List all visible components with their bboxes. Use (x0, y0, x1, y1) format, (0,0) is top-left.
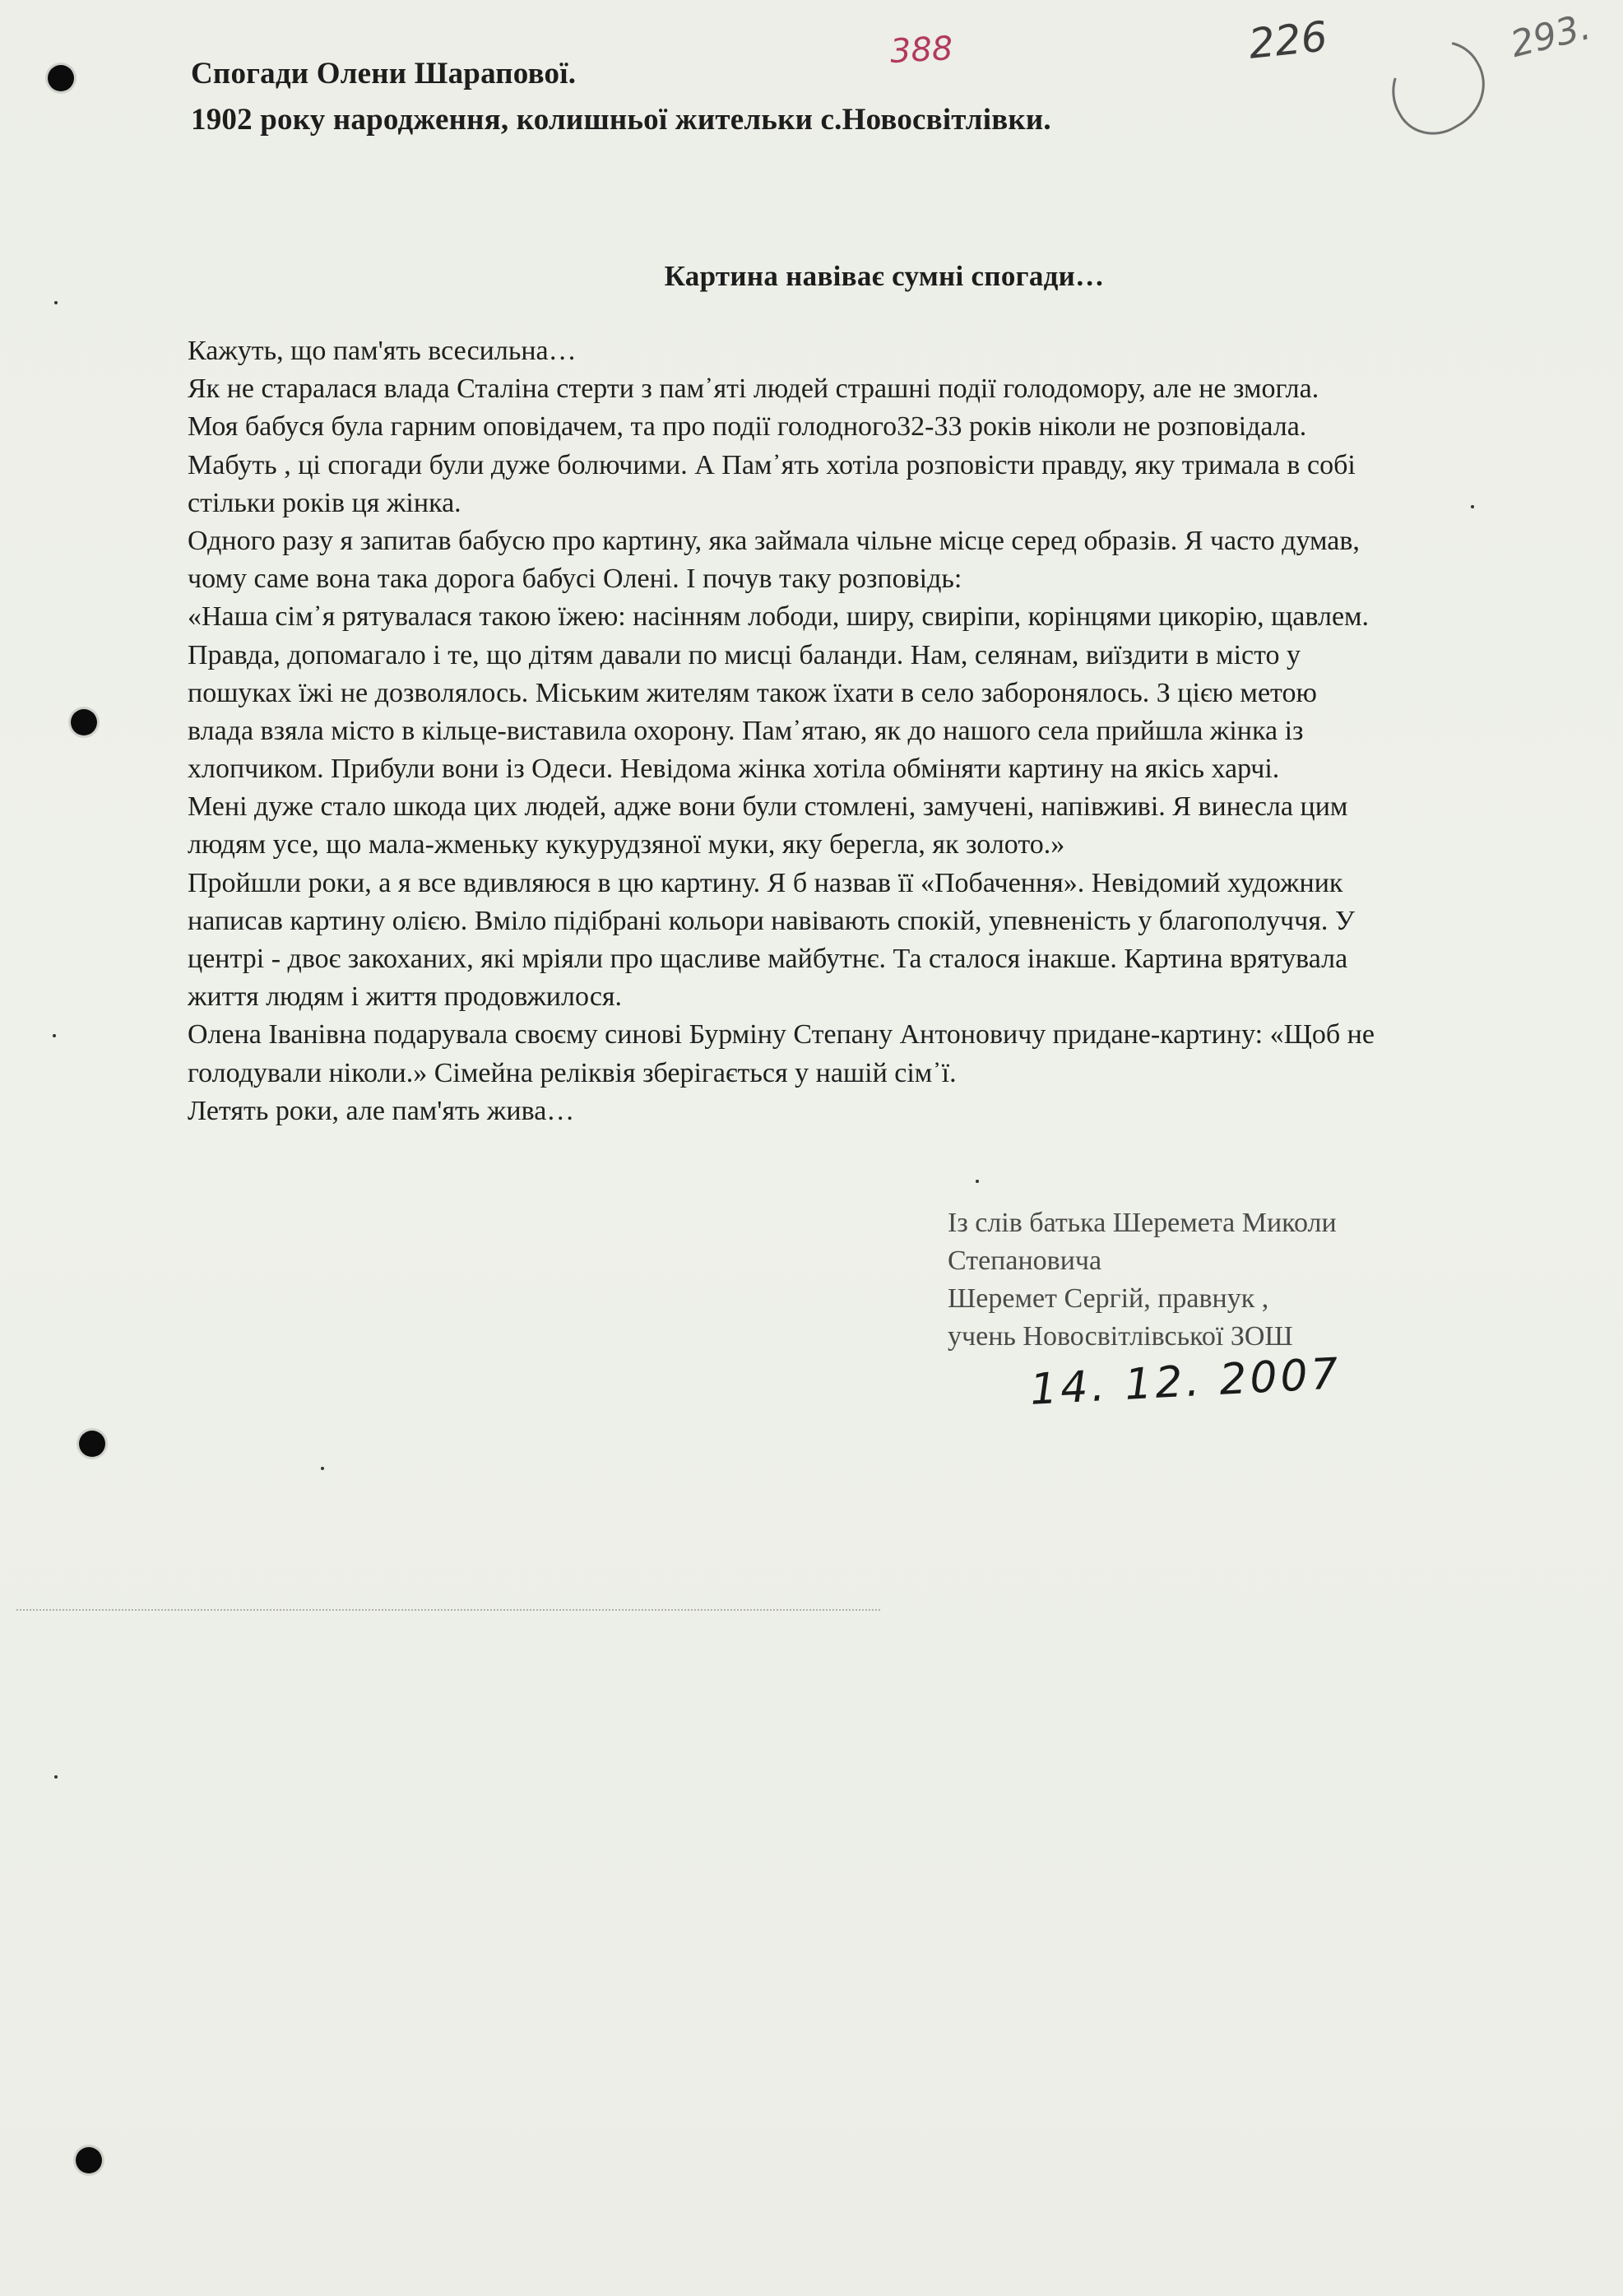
punch-hole-top (48, 65, 74, 91)
archive-number-226: 226 (1246, 12, 1330, 68)
speck (54, 301, 58, 304)
header-line-1: Спогади Олени Шарапової. (191, 57, 577, 90)
body-line: людям усе, що мала-жменьку кукурудзяної муки, яку берегла, як золото.» (188, 829, 1065, 860)
speck (54, 1775, 58, 1779)
body-line: написав картину олією. Вміло підібрані кольори навівають спокій, упевненість у благополуччя. У (188, 905, 1355, 936)
body-line: Як не старалася влада Сталіна стерти з пам᾽яті людей страшні події голодомору, але не змогла. (188, 373, 1319, 405)
body-line: Правда, допомагало і те, що дітям давали по мисці баланди. Нам, селянам, виїздити в місто у (188, 639, 1301, 670)
body-line: Олена Іванівна подарувала своєму синові Бурміну Степану Антоновичу придане-картину: «Щоб не (188, 1019, 1375, 1051)
header-line-2: 1902 року народження, колишньої жительки с.Новосвітлівки. (191, 103, 1051, 137)
body-line: Летять роки, але пам'ять жива… (188, 1095, 575, 1126)
body-line: пошуках їжі не дозволялось. Міським жителям також їхати в село заборонялось. З цією метою (188, 677, 1317, 708)
signature-line: Степановича (948, 1245, 1102, 1276)
body-line: Одного разу я запитав бабусю про картину, яка займала чільне місце серед образів. Я часто думав, (188, 525, 1360, 556)
scan-fold-line (16, 1609, 880, 1611)
body-line: чому саме вона така дорога бабусі Олені. І почув таку розповідь: (188, 564, 962, 595)
body-line: голодували ніколи.» Сімейна реліквія зберігається у нашій сім᾽ї. (188, 1057, 957, 1088)
speck (53, 1034, 56, 1037)
archive-number-red: 388 (888, 30, 954, 71)
signature-line: Шеремет Сергій, правнук , (948, 1283, 1269, 1314)
body-line: життя людям і життя продовжилося. (188, 981, 623, 1013)
handwritten-date: 14. 12. 2007 (1028, 1349, 1343, 1415)
punch-hole-upper-middle (71, 709, 97, 735)
speck (976, 1180, 979, 1183)
body-line: влада взяла місто в кільце-виставила охорону. Пам᾽ятаю, як до нашого села прийшла жінка із (188, 715, 1304, 746)
handwritten-circle-mark (1375, 25, 1501, 150)
body-line: Кажуть, що пам'ять всесильна… (188, 336, 577, 366)
article-body (188, 332, 1602, 1130)
body-line: хлопчиком. Прибули вони із Одеси. Невідома жінка хотіла обміняти картину на якісь харчі. (188, 754, 1280, 785)
body-line: центрі - двоє закоханих, які мріяли про щасливе майбутнє. Та сталося інакше. Картина врятувала (188, 944, 1348, 974)
punch-hole-bottom (76, 2147, 102, 2173)
signature-line: учень Новосвітлівської ЗОШ (948, 1321, 1293, 1352)
body-line: Моя бабуся була гарним оповідачем, та про події голодного32-33 років ніколи не розповідала. (188, 411, 1307, 443)
body-line: «Наша сім᾽я рятувалася такою їжею: насінням лободи, ширу, свиріпи, корінцями цикорію, щавлем. (188, 601, 1370, 633)
punch-hole-lower-middle (79, 1431, 105, 1457)
body-line: Мені дуже стало шкода цих людей, адже вони були стомлені, замучені, напівживі. Я винесла цим (188, 791, 1348, 823)
signature-line: Із слів батька Шеремета Миколи (948, 1208, 1337, 1238)
body-line: стільки років ця жінка. (188, 487, 461, 518)
body-line: Мабуть , ці спогади були дуже болючими. А Пам᾽ять хотіла розповісти правду, яку тримала в собі (188, 449, 1356, 480)
speck (321, 1467, 324, 1470)
body-line: Пройшли роки, а я все вдивляюся в цю картину. Я б назвав її «Побачення». Невідомий художник (188, 867, 1343, 898)
signature-block (948, 1204, 1337, 1356)
article-title: Картина навіває сумні спогади… (664, 260, 1105, 292)
archive-number-293: 293. (1506, 5, 1595, 67)
